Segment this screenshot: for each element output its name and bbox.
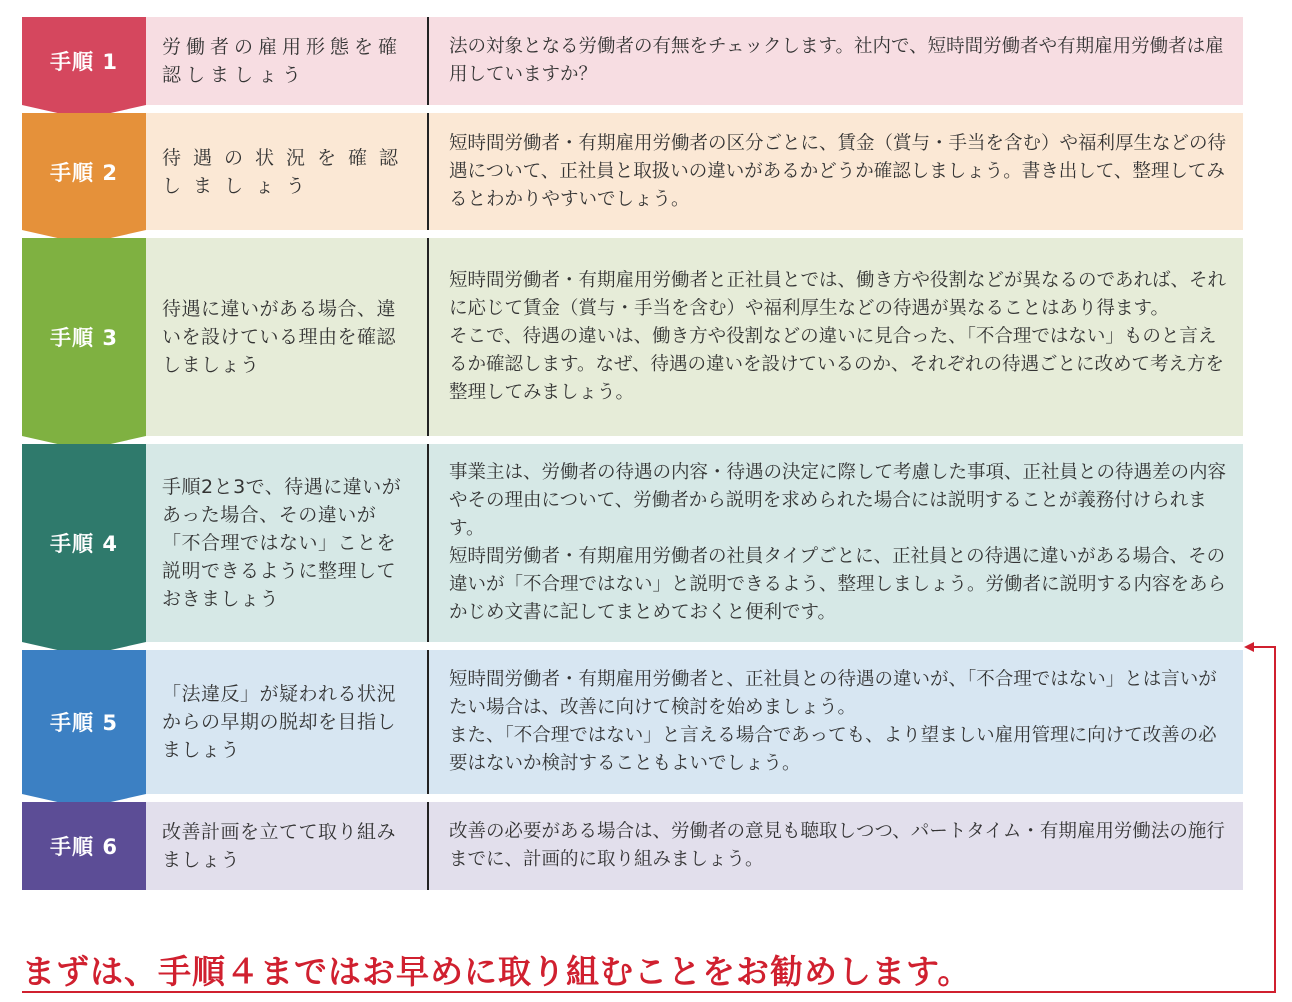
step-1-description-cell: [427, 17, 1243, 105]
step-1-description: [449, 33, 1229, 89]
step-2-description-p1: 短時間労働者・有期雇用労働者の区分ごとに、賃金（賞与・手当を含む）や福利厚生などの待遇について、正社員と取扱いの違いがあるかどうか確認しましょう。書き出して、整理してみるとわかりやすいでしょう。: [449, 132, 1227, 210]
note-underline: [22, 991, 1276, 993]
step-1-description-p1: 法の対象となる労働者の有無をチェックします。社内で、短時間労働者や有期雇用労働者は雇用していますか？: [449, 36, 1224, 85]
step-6-title: 改善計画を立てて取り組みましょう: [162, 821, 397, 871]
step-2-badge: 手順 2: [50, 160, 118, 185]
step-6-badge: 手順 6: [50, 835, 118, 859]
step-2-title: 待遇の状況を確認しましょう: [162, 146, 411, 197]
step-4-description-p2: 短時間労働者・有期雇用労働者の社員タイプごとに、正社員との待遇に違いがある場合、その違いが「不合理ではない」と説明できるよう、整理しましょう。労働者に説明する内容をあらかじめ文書に記してまとめておくと便利です。: [449, 546, 1227, 623]
feedback-arrowhead-icon: [1244, 642, 1254, 652]
step-5-description-cell: [427, 650, 1243, 794]
step-3-description: [449, 267, 1229, 407]
step-3-description-cell: [427, 238, 1243, 436]
step-row-6: [22, 802, 1243, 890]
step-3-title-cell: [146, 238, 427, 436]
step-row-2: [22, 113, 1243, 230]
step-2-description: [449, 130, 1229, 214]
step-6-description: [449, 818, 1229, 874]
step-4-description: [449, 459, 1229, 627]
step-6-description-cell: [427, 802, 1243, 890]
step-1-title-cell: [146, 17, 427, 105]
step-1-badge: 手順 1: [50, 50, 118, 74]
step-row-3: [22, 238, 1243, 436]
step-row-4: [22, 444, 1243, 642]
step-5-title: 「法違反」が疑われる状況からの早期の脱却を目指しましょう: [162, 683, 397, 761]
step-6-description-p1: 改善の必要がある場合は、労働者の意見も聴取しつつ、パートタイム・有期雇用労働法の施行までに、計画的に取り組みましょう。: [449, 821, 1225, 870]
step-4-description-p1: 事業主は、労働者の待遇の内容・待遇の決定に際して考慮した事項、正社員との待遇差の内容やその理由について、労働者から説明を求められた場合には説明することが義務付けられます。: [449, 462, 1227, 539]
step-2-description-cell: [427, 113, 1243, 230]
step-row-1: [22, 17, 1243, 105]
step-5-description: [449, 666, 1229, 778]
step-4-title-cell: [146, 444, 427, 642]
step-6-title-cell: [146, 802, 427, 890]
recommendation-note: まずは、手順４まではお早めに取り組むことをお勧めします。: [22, 952, 972, 991]
step-5-description-p2: また、「不合理ではない」と言える場合であっても、より望ましい雇用管理に向けて改善の必要はないか検討することもよいでしょう。: [449, 725, 1217, 774]
step-3-title: 待遇に違いがある場合、違いを設けている理由を確認しましょう: [162, 298, 397, 376]
feedback-connector-line: [1252, 647, 1275, 991]
step-5-title-cell: [146, 650, 427, 794]
step-row-5: [22, 650, 1243, 794]
step-5-badge: 手順 5: [50, 711, 118, 735]
step-3-description-p2: そこで、待遇の違いは、働き方や役割などの違いに見合った、「不合理ではない」ものと言えるか確認します。なぜ、待遇の違いを設けているのか、それぞれの待遇ごとに改めて考え方を整理してみましょう。: [449, 326, 1224, 403]
step-3-description-p1: 短時間労働者・有期雇用労働者と正社員とでは、働き方や役割などが異なるのであれば、それに応じて賃金（賞与・手当を含む）や福利厚生などの待遇が異なることはあり得ます。: [449, 270, 1227, 319]
step-4-badge: 手順 4: [50, 532, 118, 556]
step-1-title: 労働者の雇用形態を確認しましょう: [162, 36, 403, 86]
step-4-title: 手順2と3で、待遇に違いがあった場合、その違いが「不合理ではない」ことを説明できるように整理しておきましょう: [162, 476, 402, 610]
step-5-description-p1: 短時間労働者・有期雇用労働者と、正社員との待遇の違いが、「不合理ではない」とは言いがたい場合は、改善に向けて検討を始めましょう。: [449, 669, 1217, 718]
step-3-badge: 手順 3: [50, 326, 118, 350]
step-2-title-cell: [146, 113, 427, 230]
step-4-description-cell: [427, 444, 1243, 642]
